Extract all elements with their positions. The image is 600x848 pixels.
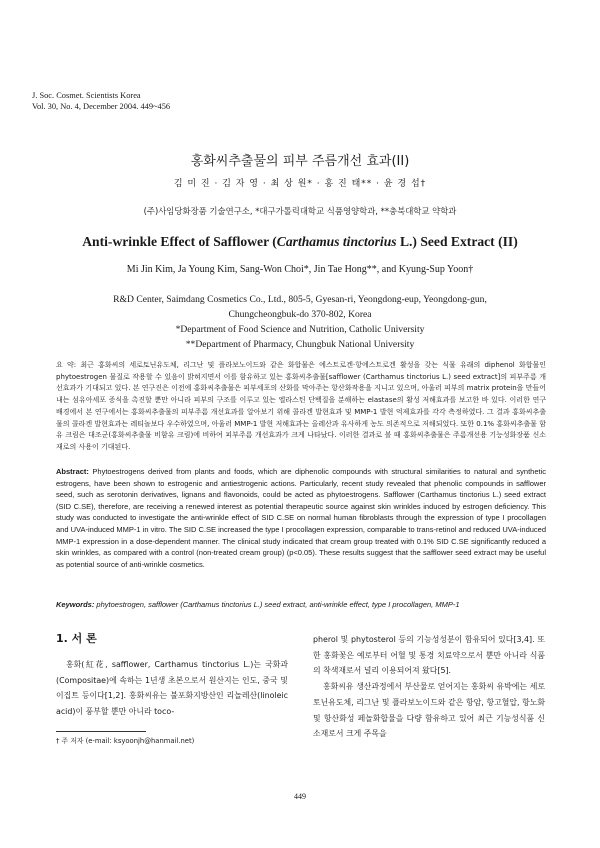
english-abstract xyxy=(56,466,546,570)
korean-abstract: 요 약: 최근 홍화씨의 세로토닌유도체, 리그난 및 플라보노이드와 같은 화합물은 에스트로겐·항에스트로겐 활성을 갖는 식물 유래의 diphenol 화합물인 phytoestrogen 물질로 작용할 수 있음이 밝혀지면서 이를 함유하고 있는 홍화씨추출물[safflower (Carthamus tinctorius L.) seed extract]의 피부주름 개선효과가 기대되고 있다. 본 연구진은 이전에 홍화씨추출물은 피부세포의 산화를 막아주는 항산화작용을 지니고 있으며, 아울러 피부의 matrix protein을 만들어내는 섬유아세포 증식을 촉진할 뿐만 아니라 피부의 구조를 이루고 있는 엘라스틴 단백질을 분해하는 elastase의 활성 저해효과를 보고한 바 있다. 이러한 연구 배경에서 본 연구에서는 홍화씨추출물의 피부주름 개선효과를 알아보기 위해 콜라겐 발현효과 및 MMP-1 발현 억제효과를 각각 측정하였다. 그 결과 홍화씨추출물의 콜라겐 발현효과는 레티놀보다 우수하였으며, 아울러 MMP-1 발현 저해효과는 올레산과 유사하게 농도 의존적으로 저해되었다. 또한 0.1% 홍화씨추출물 함유 크림은 대조군(홍화씨추출물 비함유 크림)에 비하여 피부주름 개선효과가 크게 나타났다. 이러한 결과로 볼 때 홍화씨추출물은 주름개선용 기능성화장품 신소재로의 사용이 기대된다. xyxy=(56,361,546,451)
english-title-part: L.) Seed Extract (II) xyxy=(396,234,518,249)
keywords xyxy=(56,599,546,610)
body-paragraph: pherol 및 phytosterol 등의 기능성성분이 함유되어 있다[3,4]. 또한 홍화꽃은 예로부터 어혈 및 통경 치료약으로서 뿐만 아니라 식품의 착색재로서 널리 이용되어져 왔다[5]. xyxy=(313,635,545,676)
affiliation-line: *Department of Food Science and Nutrition, Catholic University xyxy=(175,324,425,335)
abstract-text: Phytoestrogens derived from plants and foods, which are diphenolic compounds with structural similarities to natural and synthetic estrogens, have been shown to estrogenic and antiestrogenic actions. Particularly, recent study revealed that phenolic compounds in safflower seed, such as serotonin derivatives, lignans and flavonoids, could be acted as phytoestrogens. Safflower (Carthamus tinctorius L.) seed extract (SID C.SE), therefore, are receiving a renewed interest as potential therapeutic source against skin wrinkles induced by estrogen deficiency. This study was conducted to investigate the anti-wrinkle effect of SID C.SE on normal human fibroblasts through the expression of type I procollagen and UVA-induced MMP-1 in vitro. The SID C.SE increased the type I procollagen expression, comparable to trans-retinol and reduced UVA-induced MMP-1 expression in a dose-dependent manner. The clinical study indicated that cream group treated with 0.1% SID C.SE significantly reduced a skin wrinkles, as compared with a control (non-treated cream group) (p<0.05). These results suggest that the safflower seed extract may be useful as potential source of anti-wrinkle cosmetics. xyxy=(56,467,546,569)
english-title-species: Carthamus tinctorius xyxy=(276,234,397,249)
journal-name: J. Soc. Cosmet. Scientists Korea xyxy=(32,91,141,100)
keywords-text: phytoestrogen, safflower (Carthamus tinctorius L.) seed extract, anti-wrinkle effect, type I procollagen, MMP-1 xyxy=(94,600,460,609)
journal-volume: Vol. 30, No. 4, December 2004. 449~456 xyxy=(32,102,171,111)
body-column-left xyxy=(56,657,288,720)
affiliation-line: R&D Center, Saimdang Cosmetics Co., Ltd., 805-5, Gyesan-ri, Yeongdong-eup, Yeongdong-gun, xyxy=(113,294,487,305)
journal-citation xyxy=(32,90,170,112)
page-number: 449 xyxy=(294,792,306,801)
korean-authors: 김 미 진 · 김 자 영 · 최 상 원* · 홍 진 태** · 윤 경 섭† xyxy=(173,179,427,189)
body-paragraph: 홍화씨유 생산과정에서 부산물로 얻어지는 홍화씨 유박에는 세로토닌유도체, 리그난 및 플라보노이드와 같은 항암, 항고혈압, 항노화 및 항산화성 페놀화합물을 다량 함유하고 있어 최근 기능성식품 신소재로서 크게 주목을 xyxy=(313,682,545,739)
korean-affiliation: (주)사임당화장품 기술연구소, *대구가톨릭대학교 식품영양학과, **충북대학교 약학과 xyxy=(143,206,457,216)
english-affiliations xyxy=(64,292,536,352)
abstract-label: Abstract: xyxy=(56,467,89,476)
keywords-label: Keywords: xyxy=(56,600,95,609)
footnote-rule xyxy=(56,731,146,732)
body-column-right xyxy=(313,632,545,742)
affiliation-line: Chungcheongbuk-do 370-802, Korea xyxy=(228,309,372,320)
english-authors: Mi Jin Kim, Ja Young Kim, Sang-Won Choi*, Jin Tae Hong**, and Kyung-Sup Yoon† xyxy=(126,264,474,275)
section-heading: 1. 서 론 xyxy=(56,632,97,645)
english-title xyxy=(0,234,600,250)
body-paragraph: 홍화(紅花, safflower, Carthamus tinctorius L.)는 국화과(Compositae)에 속하는 1년생 초본으로서 원산지는 인도, 중국 및 이집트 등이다[1,2]. 홍화씨유는 불포화지방산인 리놀레산(linoleic acid)이 풍부할 뿐만 아니라 toco- xyxy=(56,660,288,717)
affiliation-line: **Department of Pharmacy, Chungbuk National University xyxy=(185,339,415,350)
korean-title: 홍화씨추출물의 피부 주름개선 효과(II) xyxy=(190,154,410,169)
footnote: † 주 저자 (e-mail: ksyoonjh@hanmail.net) xyxy=(56,737,195,745)
english-title-part: Anti-wrinkle Effect of Safflower ( xyxy=(82,234,277,249)
